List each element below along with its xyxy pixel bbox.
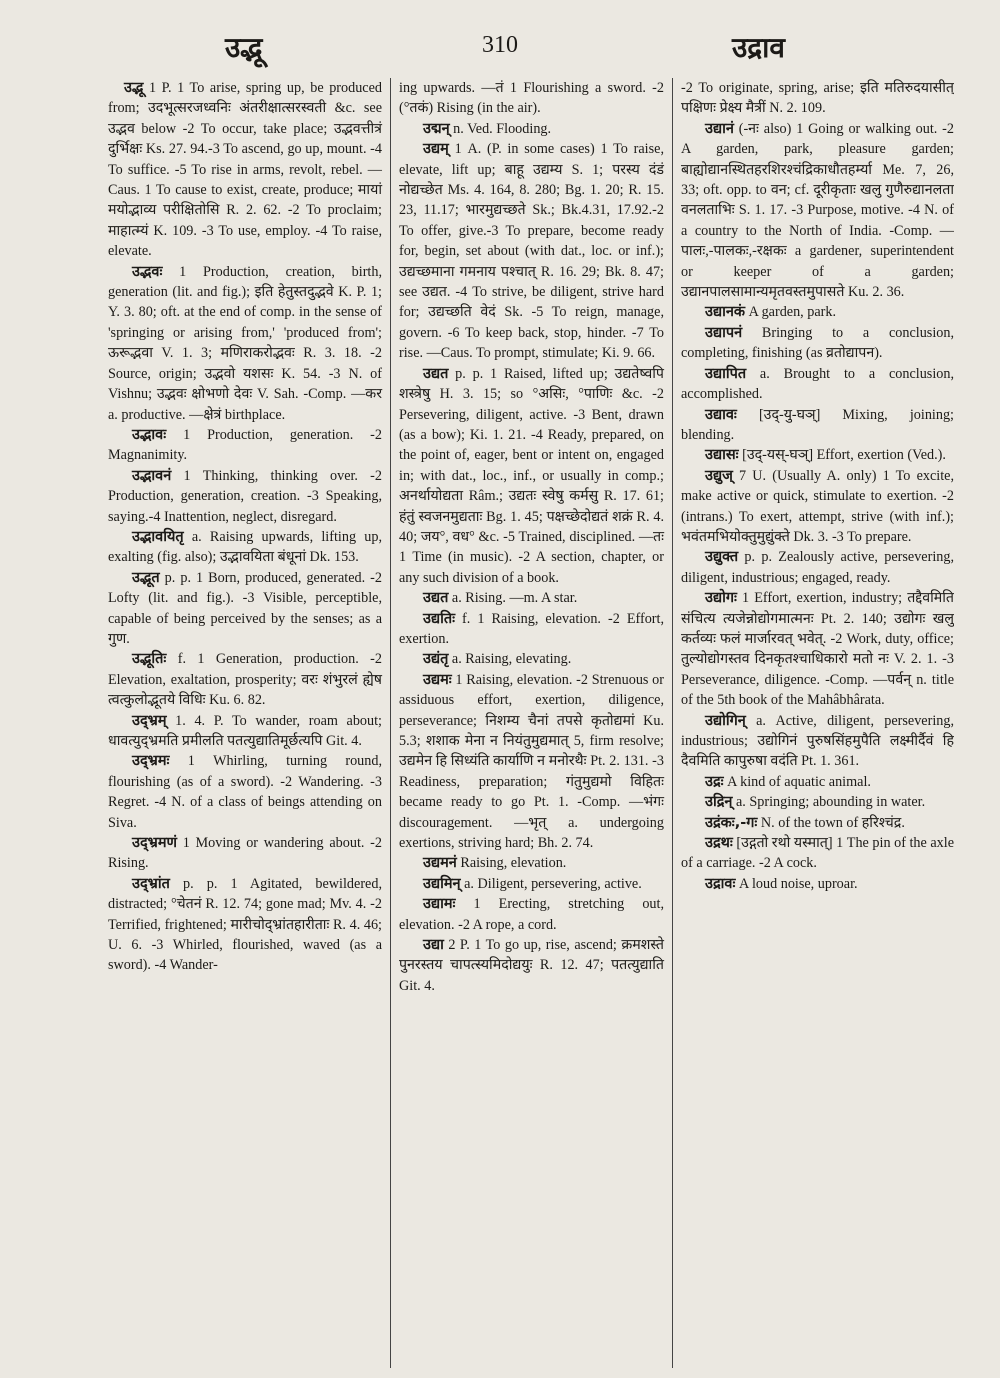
entry-headword: उद्यापित [705, 365, 747, 382]
dictionary-entry [399, 935, 664, 996]
dictionary-entry [399, 894, 664, 935]
entry-headword: उद्युक्त [705, 549, 739, 566]
entry-headword: उद्योगिन् [705, 712, 746, 729]
entry-definition: [उद्गतो रथो यस्मात्] 1 The pin of the axle of a carriage. -2 A cock. [681, 835, 954, 872]
entry-headword: उद्रिन् [705, 794, 733, 811]
dictionary-entry [681, 405, 954, 446]
dictionary-entry [108, 568, 382, 650]
entry-headword: उद्यावः [705, 406, 737, 423]
dictionary-entry [681, 466, 954, 548]
entry-headword: उद्यतिः [423, 610, 456, 627]
dictionary-entry [681, 547, 954, 588]
entry-definition: a. Diligent, persevering, active. [460, 875, 642, 892]
dictionary-entry [681, 792, 954, 812]
dictionary-entry [399, 853, 664, 873]
entry-headword: उद्यानकं [705, 304, 746, 321]
entry-headword: उद्यानं [705, 120, 734, 137]
entry-definition: Raising, elevation. [456, 855, 567, 872]
entry-headword: उद्भूत [132, 569, 160, 586]
entry-definition: a. Springing; abounding in water. [732, 794, 926, 811]
entry-definition: 1 P. 1 To arise, spring up, be produced from; उदभूत्सरजध्वनिः अंतरीक्षात्सरस्वती &c. see उद्भव below -2 To occur, take place; उद्भवत्तीत्रं दुर्भिक्षः Ks. 27. 94.-3 To ascend, go up, mount. -4 To suffice. -5 To rise in arms, revolt, rebel. —Caus. 1 To cause to exist, create, produce; मायां मयोद्भाव्य परीक्षितोसि R. 2. 62. -2 To proclaim; माहात्म्यं K. 109. -3 To use, employ. -4 To raise, elevate. [108, 80, 382, 260]
dictionary-entry [681, 78, 954, 119]
entry-definition: (-नः also) 1 Going or walking out. -2 A garden, park, pleasure garden; बाह्योद्यानस्थितहरशिरश्चंद्रिकाधौतहर्म्या Me. 7, 26, 33; oft. opp. to वन; cf. दूरीकृताः खलु गुणैरुद्यानलता वनलताभिः S. 1. 17. -3 Purpose, motive. -4 N. of a country to the North of India. -Comp. —पालः,-पालकः,-रक्षकः a gardener, superintendent or keeper of a garden; उद्यानपालसामान्यमृतवस्तमुपासते Ku. 2. 36. [681, 120, 954, 301]
entry-headword: उद्मन् [423, 120, 450, 137]
entry-headword: उद्रः [705, 773, 724, 790]
entry-headword: उद्भ्रम् [132, 712, 167, 729]
entry-headword: उद्रथः [705, 835, 733, 852]
dictionary-entry [681, 302, 954, 322]
dictionary-entry [681, 874, 954, 894]
dictionary-entry [108, 527, 382, 568]
entry-definition: 1 Effort, exertion, industry; तद्दैवमिति संचित्य त्यजेन्नोद्योगमात्मनः Pt. 2. 140; उद्योगः खलु कर्तव्यः फलं मार्जारवत् भवेत्. -2 Work, duty, office; तुल्योद्योगस्तव दिनकृतश्चाधिकारो मतो नः V. 2. 1. -3 Perseverance, diligence. -Comp. —पर्वन् n. title of the 5th book of the Mahâbhârata. [681, 590, 954, 709]
dictionary-entry [399, 874, 664, 894]
entry-definition: [उद्-यस्-घञ्] Effort, exertion (Ved.). [738, 447, 946, 464]
entry-definition: a. Brought to a conclusion, accomplished. [681, 365, 954, 403]
entry-definition: 1. 4. P. To wander, roam about; धावत्युद्भ्रमति प्रमीलति पतत्युद्यातिमूर्छत्यपि Git. 4. [108, 712, 382, 749]
dictionary-entry [108, 425, 382, 466]
entry-definition: n. Ved. Flooding. [449, 120, 552, 137]
entry-definition: 1 Erecting, stretching out, elevation. -2 A rope, a cord. [399, 896, 664, 933]
entry-definition: 1 Raising, elevation. -2 Strenuous or assiduous effort, exertion, diligence, perseverance; निशम्य चैनां तपसे कृतोद्यमां Ku. 5.3; शशाक मेना न नियंतुमुद्यमात् 5, firm resolve; उद्यमेन हि सिध्यंति कार्याणि न मनोरथैः Pt. 2. 131. -3 Readiness, preparation; गंतुमुद्यमो विहितः became ready to go Pt. 1. -Comp. —भंगः discouragement. —भृत् a. undergoing exertions, striving hard; Bh. 2. 74. [399, 671, 664, 852]
left-guide-word: उद्भू [225, 31, 263, 64]
dictionary-entry [681, 119, 954, 303]
entry-headword: उद्भावयितृ [132, 528, 184, 545]
dictionary-entry [399, 78, 664, 119]
entry-headword: उद्योगः [705, 590, 737, 607]
entry-headword: उद्यासः [705, 447, 739, 464]
entry-headword: उद्यत [423, 365, 449, 382]
dictionary-entry [399, 139, 664, 363]
entry-headword: उद्रावः [705, 875, 736, 892]
entry-definition: 1 A. (P. in some cases) 1 To raise, elevate, lift up; बाहू उद्यम्य S. 1; परस्य दंडं नोद्यच्छेत Ms. 4. 164, 8. 280; Bg. 1. 20; R. 15. 23, 11.17; भारमुद्यच्छते Sk.; Bk.4.31, 17.92.-2 To offer, give.-3 To prepare, become ready for, begin, set about (with dat., loc. or inf.); उद्यच्छमाना गमनाय पश्चात् R. 16. 29; Bk. 8. 47; see उद्यत. -4 To strive, be diligent, strive hard for; उद्यच्छति वेदं Sk. -5 To reign, manage, govern. -6 To keep back, stop, hinder. -7 To rise. —Caus. To prompt, stimulate; Ki. 9. 66. [399, 141, 664, 362]
entry-definition: N. of the town of हरिश्चंद्र. [757, 814, 905, 831]
dictionary-entry [108, 711, 382, 752]
entry-definition: 1 Moving or wandering about. -2 Rising. [108, 835, 382, 872]
right-guide-word: उद्राव [731, 31, 785, 64]
entry-headword: उद्यमनं [423, 855, 457, 872]
entry-definition: p. p. 1 Agitated, bewildered, distracted; °चेतनं R. 12. 74; gone mad; Mv. 4. -2 Terrified, frightened; मारीचोद्भ्रांतहारीताः R. 4. 46; U. 6. -3 Whirled, flourished, waved (as a sword). -4 Wander- [108, 875, 382, 974]
dictionary-entry [399, 119, 664, 139]
entry-definition: p. p. 1 Born, produced, generated. -2 Lofty (lit. and fig.). -3 Visible, perceptible, capable of being perceived by the senses; as a गुण. [108, 569, 382, 647]
dictionary-entry [399, 588, 664, 608]
column-1 [108, 78, 390, 1368]
dictionary-entry [681, 323, 954, 364]
dictionary-entry [681, 711, 954, 772]
entry-definition: a. Raising, elevating. [448, 651, 572, 668]
dictionary-entry [399, 649, 664, 669]
dictionary-entry [108, 833, 382, 874]
entry-headword: उद्भ्रमः [132, 753, 170, 770]
dictionary-entry [681, 445, 954, 465]
entry-headword: उद्युज् [705, 467, 733, 484]
entry-definition: [उद्-यु-घञ्] Mixing, joining; blending. [681, 406, 954, 443]
entry-headword: उद्रंकः,-गः [705, 814, 758, 831]
entry-definition: 2 P. 1 To go up, rise, ascend; क्रमशस्ते पुनरस्तय चापत्स्यमिदोद्ययुः R. 12. 47; पतत्युद्याति Git. 4. [399, 937, 664, 994]
entry-definition: ing upwards. —तं 1 Flourishing a sword. -2 (°तकं) Rising (in the air). [399, 80, 664, 117]
dictionary-entry [108, 874, 382, 976]
entry-headword: उद्या [423, 937, 444, 954]
dictionary-entry [681, 772, 954, 792]
entry-definition: Bringing to a conclusion, completing, finishing (as व्रतोद्यापन). [681, 324, 954, 362]
dictionary-entry [108, 649, 382, 710]
entry-definition: 1 Production, generation. -2 Magnanimity. [108, 426, 382, 464]
dictionary-entry [681, 588, 954, 710]
dictionary-entry [681, 813, 954, 833]
page-number: 310 [482, 32, 518, 58]
entry-definition: a. Rising. —m. A star. [448, 590, 578, 607]
entry-definition: -2 To originate, spring, arise; इति मतिरुदयासीत् पक्षिणः प्रेक्ष्य मैत्रीं N. 2. 109. [681, 80, 954, 117]
column-2 [390, 78, 672, 1368]
entry-headword: उद्यम् [423, 141, 449, 158]
entry-definition: p. p. 1 Raised, lifted up; उद्यतेष्वपि शस्त्रेषु H. 3. 15; so °असिः, °पाणिः &c. -2 Persevering, diligent, active. -3 Bent, drawn (as a bow); Ki. 1. 21. -4 Ready, prepared, on the point of, eager, bent or intent on, engaged in; with dat., loc., inf., or usually in comp.; अनर्थायोद्यता Râm.; उद्यतः स्वेषु कर्मसु R. 17. 61; हंतुं स्वजनमुद्यताः Bg. 1. 45; पक्षच्छेदोद्यतं शक्रं R. 4. 40; जय°, वध° &c. -5 Trained, disciplined. —तः 1 Time (in music). -2 A section, chapter, or any such division of a book. [399, 365, 664, 586]
entry-headword: उद्यमिन् [423, 875, 461, 892]
dictionary-entry [108, 751, 382, 833]
entry-definition: f. 1 Raising, elevation. -2 Effort, exertion. [399, 610, 664, 647]
column-3 [672, 78, 954, 1368]
entry-headword: उद्यापनं [705, 324, 743, 341]
entry-headword: उद्भावः [132, 426, 167, 443]
entry-headword: उद्भूतिः [132, 651, 167, 668]
entry-headword: उद्भू [124, 80, 144, 96]
entry-definition: A loud noise, uproar. [735, 875, 858, 892]
dictionary-entry [399, 670, 664, 854]
entry-definition: 1 Production, creation, birth, generation (lit. and fig.); इति हेतुस्तदुद्भवे K. P. 1; Y. 3. 80; oft. at the end of comp. in the sense of 'springing or arising from,' 'produced from'; ऊरूद्भवा V. 1. 3; मणिराकरोद्भवः R. 3. 18. -2 Source, origin; उद्भवो यशसः K. 54. -3 N. of Vishnu; उद्भवः क्षोभणो देवः V. Sah. -Comp. —कर a. productive. —क्षेत्रं birthplace. [108, 263, 382, 423]
entry-headword: उद्यंतृ [423, 651, 449, 668]
entry-headword: उद्यामः [423, 896, 456, 913]
dictionary-entry [681, 833, 954, 874]
entry-headword: उद्भ्रांत [132, 875, 170, 892]
entry-definition: f. 1 Generation, production. -2 Elevation, exaltation, prosperity; वरः शंभुरलं ह्येष त्वत्कुलोद्भूतये विधिः Ku. 6. 82. [108, 651, 382, 709]
entry-definition: a. Active, diligent, persevering, industrious; उद्योगिनं पुरुषसिंहमुपैति लक्ष्मीर्दैवं हि दैवमिति कापुरुषा वदंति Pt. 1. 361. [681, 712, 954, 770]
entry-headword: उद्भावनं [132, 467, 172, 484]
dictionary-entry [681, 364, 954, 405]
entry-definition: p. p. Zealously active, persevering, diligent, industrious; engaged, ready. [681, 549, 954, 586]
entry-headword: उद्यत [423, 590, 449, 607]
entry-definition: 7 U. (Usually A. only) 1 To excite, make active or quick, stimulate to exertion. -2 (intrans.) To exert, attempt, strive (with inf.); भवंतमभियोक्तुमुद्युंक्ते Dk. 3. -3 To prepare. [681, 467, 954, 545]
dictionary-entry [399, 609, 664, 650]
entry-headword: उद्भ्रमणं [132, 835, 177, 852]
entry-definition: A garden, park. [745, 304, 837, 321]
page-header [0, 28, 1000, 72]
entry-headword: उद्भवः [132, 263, 163, 280]
dictionary-entry [399, 364, 664, 588]
entry-definition: a. Raising upwards, lifting up, exalting (fig. also); उद्भावयिता बंधूनां Dk. 153. [108, 528, 382, 566]
entry-headword: उद्यमः [423, 671, 452, 688]
entry-definition: A kind of aquatic animal. [723, 773, 871, 790]
entry-definition: 1 Thinking, thinking over. -2 Production, generation, creation. -3 Speaking, saying.-4 Inattention, neglect, disregard. [108, 467, 382, 525]
dictionary-entry [108, 78, 382, 262]
entry-definition: 1 Whirling, turning round, flourishing (as of a sword). -2 Wandering. -3 Regret. -4 N. of a class of beings attending on Siva. [108, 753, 382, 831]
dictionary-entry [108, 262, 382, 425]
dictionary-entry [108, 466, 382, 527]
text-columns [108, 78, 956, 1368]
